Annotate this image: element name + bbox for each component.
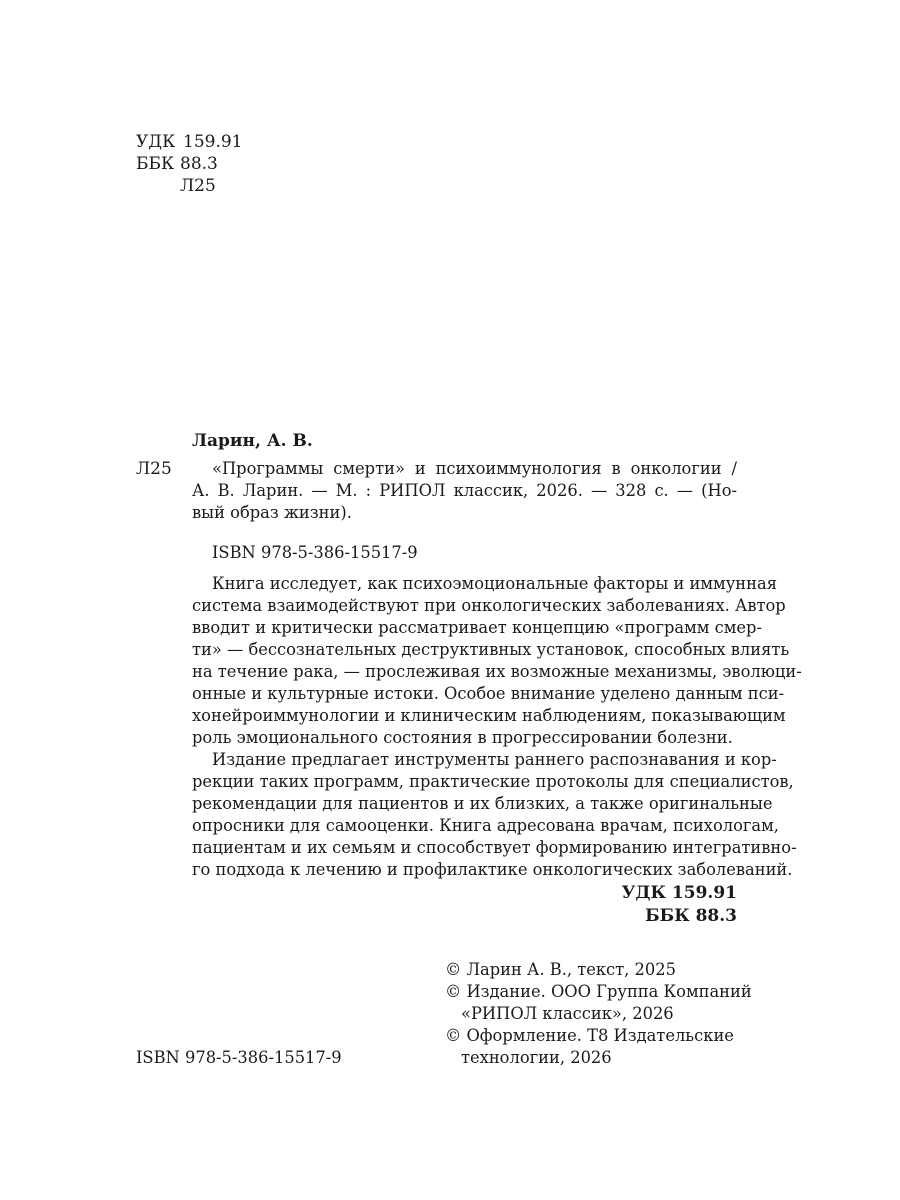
annotation-line: рекомендации для пациентов и их близких, а также оригинальные [192, 794, 773, 813]
record-title-line: вый образ жизни). [192, 503, 352, 522]
copyright-edition-cont: «РИПОЛ классик», 2026 [461, 1004, 674, 1023]
annotation-line: пациентам и их семьям и способствует формированию интегративно- [192, 838, 797, 857]
annotation-line: ти» — бессознательных деструктивных установок, способных влиять [192, 640, 790, 659]
udk-value: 159.91 [183, 132, 243, 152]
annotation-paragraph-2 [192, 749, 797, 881]
bbk-value: 88.3 [180, 154, 218, 174]
annotation-line: Издание предлагает инструменты раннего распознавания и кор- [212, 750, 777, 769]
annotation-line: система взаимодействуют при онкологических заболеваниях. Автор [192, 596, 786, 615]
annotation-paragraph-1 [192, 573, 802, 749]
record-isbn: ISBN 978-5-386-15517-9 [212, 543, 418, 562]
annotation-line: хонейроиммунологии и клиническим наблюдениям, показывающим [192, 706, 786, 725]
record-author-mark: Л25 [136, 459, 172, 479]
bbk-label: ББК [136, 154, 175, 174]
bottom-bbk: ББК 88.3 [645, 906, 737, 926]
copyright-author: © Ларин А. В., текст, 2025 [445, 960, 676, 979]
annotation-line: на течение рака, — прослеживая их возможные механизмы, эволюци- [192, 662, 802, 681]
record-title-line: «Программы смерти» и психоиммунология в онкологии / [212, 459, 737, 478]
annotation [192, 573, 802, 881]
record-title-line: А. В. Ларин. — М. : РИПОЛ классик, 2026. — 328 с. — (Но- [192, 481, 737, 500]
record-author: Ларин, А. В. [192, 431, 313, 451]
annotation-line: Книга исследует, как психоэмоциональные факторы и иммунная [212, 574, 777, 593]
bottom-isbn: ISBN 978-5-386-15517-9 [136, 1048, 342, 1067]
annotation-line: го подхода к лечению и профилактике онкологических заболеваний. [192, 860, 793, 879]
author-mark-top: Л25 [180, 176, 216, 196]
copyright-design: © Оформление. Т8 Издательские [445, 1026, 734, 1045]
record-title-block [192, 458, 737, 524]
annotation-line: вводит и критически рассматривает концепцию «программ смер- [192, 618, 762, 637]
annotation-line: онные и культурные истоки. Особое внимание уделено данным пси- [192, 684, 785, 703]
copyright-edition: © Издание. ООО Группа Компаний [445, 982, 752, 1001]
copyright-design-cont: технологии, 2026 [461, 1048, 612, 1067]
annotation-line: роль эмоционального состояния в прогрессировании болезни. [192, 728, 733, 747]
udk-label: УДК [136, 132, 176, 152]
annotation-line: опросники для самооценки. Книга адресована врачам, психологам, [192, 816, 779, 835]
bottom-udk: УДК 159.91 [621, 883, 737, 903]
annotation-line: рекции таких программ, практические протоколы для специалистов, [192, 772, 794, 791]
